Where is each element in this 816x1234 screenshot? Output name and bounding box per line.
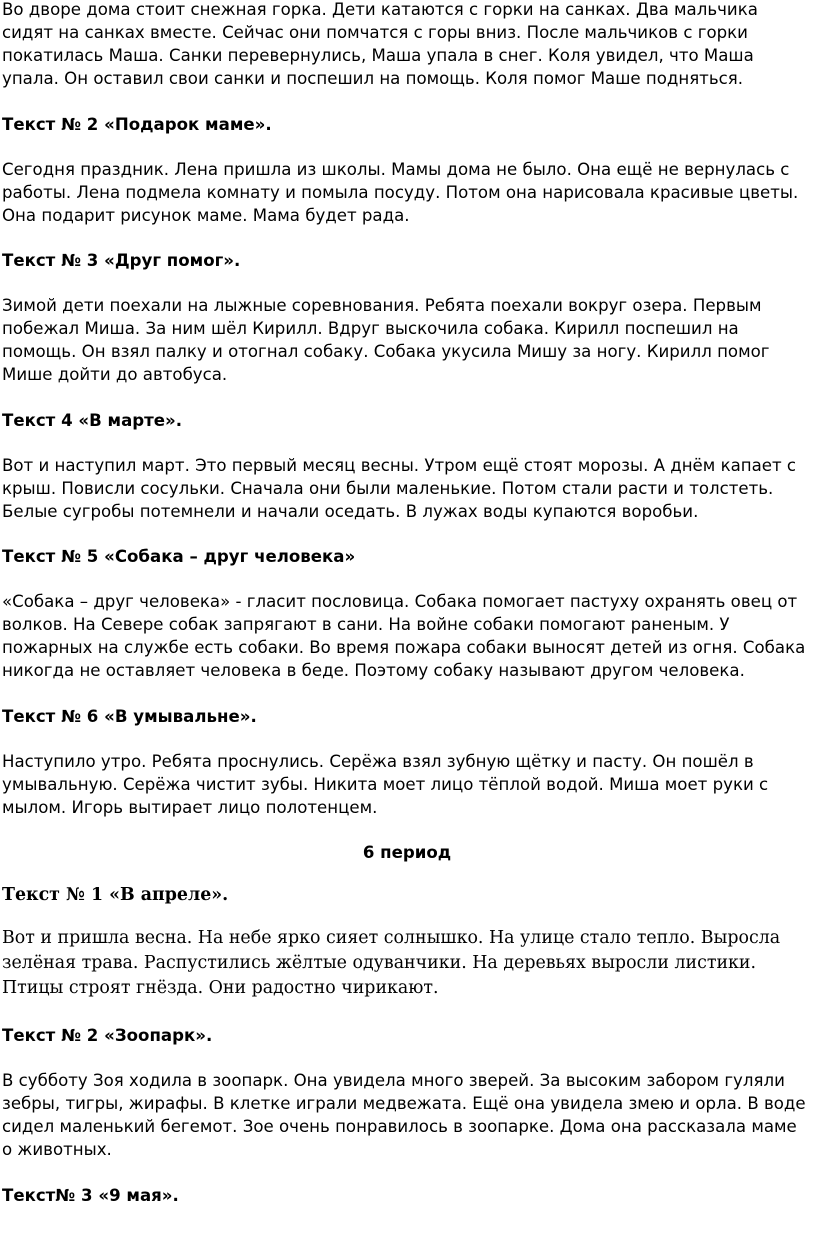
paragraph-dog-friend: «Собака – друг человека» - гласит пословица. Собака помогает пастуху охранять овец от волков. На Севере собак запрягают в сани. На войне собаки помогают раненым. У пожарных на службе есть собаки. Во время пожара собаки выносят детей из огня. Собака никогда не оставляет человека в беде. Поэтому собаку называют другом человека.	[2, 592, 806, 680]
paragraph-winter-hill: Во дворе дома стоит снежная горка. Дети катаются с горки на санках. Два мальчика сидят на санках вместе. Сейчас они помчатся с горы вниз. После мальчиков с горки покатилась Маша. Санки перевернулись, Маша упала в снег. Коля увидел, что Маша упала. Он оставил свои санки и поспешил на помощь. Коля помог Маше подняться.	[2, 0, 758, 88]
paragraph-zoo: В субботу Зоя ходила в зоопарк. Она увидела много зверей. За высоким забором гуляли зебры, тигры, жирафы. В клетке играли медвежата. Ещё она увидела змею и орла. В воде сидел маленький бегемот. Зое очень понравилось в зоопарке. Дома она рассказала маме о животных.	[2, 1071, 806, 1159]
heading-text-6-washroom: Текст № 6 «В умывальне».	[2, 707, 257, 726]
paragraph-gift-for-mom: Сегодня праздник. Лена пришла из школы. Мамы дома не было. Она ещё не вернулась с работы. Лена подмела комнату и помыла посуду. Потом она нарисовала красивые цветы. Она подарит рисунок маме. Мама будет рада.	[2, 160, 799, 225]
heading-text-3-friend: Текст № 3 «Друг помог».	[2, 251, 241, 270]
paragraph-friend-helped: Зимой дети поехали на лыжные соревнования. Ребята поехали вокруг озера. Первым побежал Миша. За ним шёл Кирилл. Вдруг выскочила собака. Кирилл поспешил на помощь. Он взял палку и отогнал собаку. Собака укусила Мишу за ногу. Кирилл помог Мише дойти до автобуса.	[2, 296, 770, 384]
heading-text-1-april: Текст № 1 «В апреле».	[2, 885, 229, 905]
paragraph-april: Вот и пришла весна. На небе ярко сияет солнышко. На улице стало тепло. Выросла зелёная трава. Распустились жёлтые одуванчики. На деревьях выросли листики. Птицы строят гнёзда. Они радостно чирикают.	[2, 928, 781, 998]
heading-text-2-gift: Текст № 2 «Подарок маме».	[2, 115, 272, 134]
heading-text-4-march: Текст 4 «В марте».	[2, 411, 183, 430]
heading-text-5-dog: Текст № 5 «Собака – друг человека»	[2, 547, 356, 566]
paragraph-washroom: Наступило утро. Ребята проснулись. Серёжа взял зубную щётку и пасту. Он пошёл в умывальную. Серёжа чистит зубы. Никита моет лицо тёплой водой. Миша моет руки с мылом. Игорь вытирает лицо полотенцем.	[2, 752, 769, 817]
section-title-period-6: 6 период	[362, 843, 452, 862]
heading-text-2-zoo: Текст № 2 «Зоопарк».	[2, 1026, 213, 1045]
paragraph-march: Вот и наступил март. Это первый месяц весны. Утром ещё стоят морозы. А днём капает с крыш. Повисли сосульки. Сначала они были маленькие. Потом стали расти и толстеть. Белые сугробы потемнели и начали оседать. В лужах воды купаются воробьи.	[2, 456, 797, 521]
heading-text-3-may-9: Текст№ 3 «9 мая».	[2, 1186, 179, 1205]
